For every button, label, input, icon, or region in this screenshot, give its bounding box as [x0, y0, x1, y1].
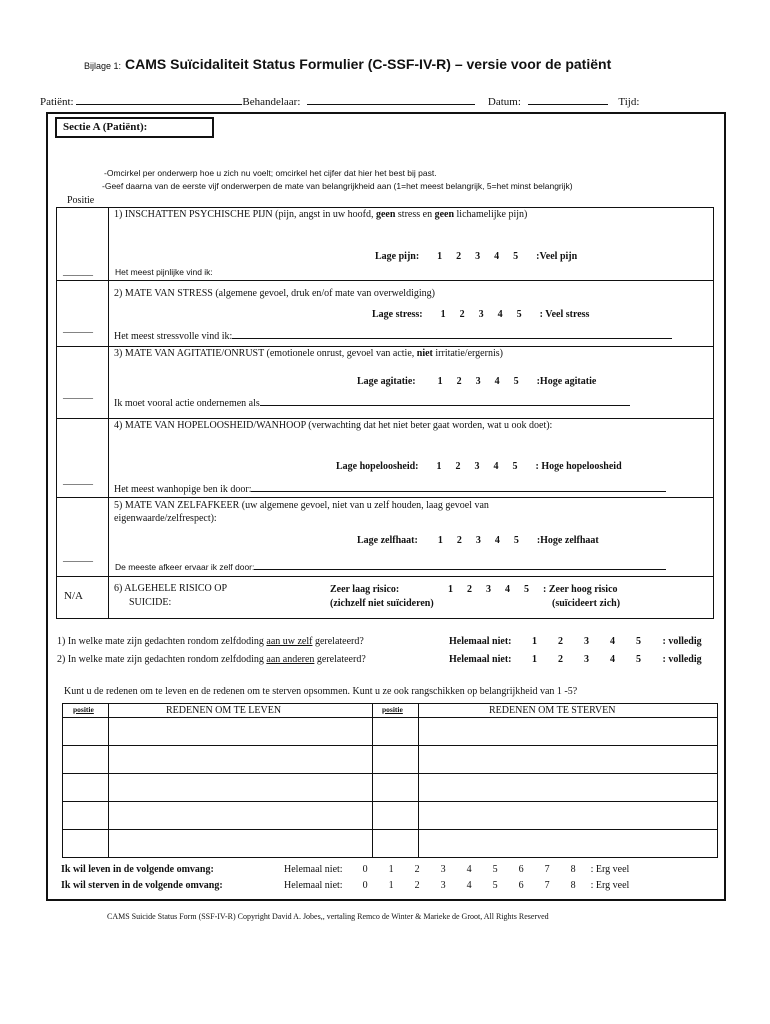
item-6-position: N/A: [64, 590, 83, 602]
instruction-1: -Omcirkel per onderwerp hoe u zich nu voelt; omcirkel het cijfer dat hier het best bij past.: [104, 168, 437, 178]
item-3-rating-1[interactable]: 1: [437, 376, 443, 387]
item-1-rating-3[interactable]: 3: [475, 251, 481, 262]
item-5-scale: Lage zelfhaat: 1 2 3 4 5 :Hoge zelfhaat: [357, 535, 599, 546]
reason-die-row-1[interactable]: [419, 718, 717, 745]
live-rating-3[interactable]: 3: [440, 864, 446, 875]
q2-rating-1[interactable]: 1: [531, 654, 537, 665]
item-3-rating-2[interactable]: 2: [456, 376, 462, 387]
reasons-intro: Kunt u de redenen om te leven en de redenen om te sterven opsommen. Kunt u ze ook rangschikken op belangrijkheid van 1 -5?: [64, 686, 578, 697]
q2-rating-2[interactable]: 2: [557, 654, 563, 665]
die-rating-4[interactable]: 4: [466, 880, 472, 891]
q1-rating-2[interactable]: 2: [557, 636, 563, 647]
item-2-rating-4[interactable]: 4: [497, 309, 503, 320]
q2-rating-3[interactable]: 3: [583, 654, 589, 665]
item-4-rating-5[interactable]: 5: [512, 461, 518, 472]
item-4-prompt: Het meest wanhopige ben ik door:: [114, 482, 666, 495]
item-6-rating-4[interactable]: 4: [505, 584, 510, 595]
item-5-rating-4[interactable]: 4: [494, 535, 500, 546]
q2-rating-5[interactable]: 5: [635, 654, 641, 665]
instruction-2: -Geef daarna van de eerste vijf onderwerpen de mate van belangrijkheid aan (1=het meest belangrijk, 5=het minst belangrijk): [102, 181, 573, 191]
item-6-title-line-1: 6) ALGEHELE RISICO OP: [114, 583, 228, 594]
item-4-position[interactable]: ———: [63, 479, 93, 490]
question-1: 1) In welke mate zijn gedachten rondom zelfdoding aan uw zelf gerelateerd?: [57, 636, 364, 647]
tijd-label: Tijd:: [618, 96, 640, 108]
item-2-answer-line[interactable]: [232, 329, 672, 339]
item-5-answer-line[interactable]: [254, 561, 666, 570]
behandelaar-field[interactable]: [307, 94, 475, 105]
item-6-title-line-2: SUICIDE:: [129, 597, 172, 608]
item-5-position[interactable]: ———: [63, 556, 93, 567]
q1-rating-3[interactable]: 3: [583, 636, 589, 647]
item-5-rating-2[interactable]: 2: [456, 535, 462, 546]
q2-rating-4[interactable]: 4: [609, 654, 615, 665]
item-5-rating-1[interactable]: 1: [437, 535, 443, 546]
live-rating-6[interactable]: 6: [518, 864, 524, 875]
item-2-rating-5[interactable]: 5: [516, 309, 522, 320]
live-rating-5[interactable]: 5: [492, 864, 498, 875]
reason-die-row-4[interactable]: [419, 802, 717, 829]
reason-die-row-2[interactable]: [419, 746, 717, 773]
die-rating-6[interactable]: 6: [518, 880, 524, 891]
section-a-title: Sectie A (Patiënt):: [63, 121, 148, 133]
item-3-title: 3) MATE VAN AGITATIE/ONRUST (emotionele onrust, gevoel van actie, niet irritatie/ergernis): [114, 348, 503, 359]
item-3-prompt: Ik moet vooral actie ondernemen als: [114, 396, 630, 409]
patient-field[interactable]: [76, 94, 242, 105]
item-3-rating-5[interactable]: 5: [513, 376, 519, 387]
reason-live-row-3[interactable]: [109, 774, 372, 801]
wish-live-label: Ik wil leven in de volgende omvang:: [61, 864, 214, 875]
die-rating-3[interactable]: 3: [440, 880, 446, 891]
item-4-answer-line[interactable]: [251, 482, 666, 492]
items-divider-vertical: [108, 207, 109, 619]
item-5-title-line-1: 5) MATE VAN ZELFAFKEER (uw algemene gevoel, niet van u zelf houden, laag gevoel van: [114, 500, 489, 511]
item-1-prompt: Het meest pijnlijke vind ik:: [115, 267, 213, 277]
behandelaar-label: Behandelaar:: [242, 96, 301, 108]
form-title: [84, 56, 611, 74]
live-rating-4[interactable]: 4: [466, 864, 472, 875]
item-6-rating-1[interactable]: 1: [448, 584, 453, 595]
item-6-rating-5[interactable]: 5: [524, 584, 529, 595]
item-2-rating-1[interactable]: 1: [440, 309, 446, 320]
reasons-live-position-header: positie: [73, 705, 94, 714]
item-1-title: 1) INSCHATTEN PSYCHISCHE PIJN (pijn, angst in uw hoofd, geen stress en geen lichamelijke pijn): [114, 209, 528, 220]
item-3-answer-line[interactable]: [260, 396, 630, 406]
item-3-scale: Lage agitatie: 1 2 3 4 5 :Hoge agitatie: [357, 376, 597, 387]
patient-header-row: [40, 94, 639, 108]
item-6-low-label: Zeer laag risico:: [330, 584, 400, 595]
item-4-rating-1[interactable]: 1: [436, 461, 442, 472]
q1-rating-5[interactable]: 5: [635, 636, 641, 647]
item-4-scale: Lage hopeloosheid: 1 2 3 4 5 : Hoge hopeloosheid: [336, 461, 622, 472]
live-rating-8[interactable]: 8: [570, 864, 576, 875]
item-6-low-sub: (zichzelf niet suïcideren): [330, 598, 434, 609]
item-1-rating-2[interactable]: 2: [456, 251, 462, 262]
reason-live-row-2[interactable]: [109, 746, 372, 773]
datum-field[interactable]: [528, 94, 608, 105]
item-1-rating-1[interactable]: 1: [437, 251, 443, 262]
footer-copyright: CAMS Suicide Status Form (SSF-IV-R) Copyright David A. Jobes,, vertaling Remco de Winter & Marieke de Groot, All Rights Reserved: [107, 912, 549, 921]
live-rating-7[interactable]: 7: [544, 864, 550, 875]
die-rating-7[interactable]: 7: [544, 880, 550, 891]
item-2-rating-3[interactable]: 3: [478, 309, 484, 320]
patient-label: Patiënt:: [40, 96, 74, 108]
reason-live-row-1[interactable]: [109, 718, 372, 745]
reasons-die-header: REDENEN OM TE STERVEN: [489, 705, 616, 716]
item-2-title: 2) MATE VAN STRESS (algemene gevoel, druk en/of mate van overweldiging): [114, 288, 435, 299]
live-rating-0[interactable]: 0: [362, 864, 368, 875]
item-5-rating-3[interactable]: 3: [475, 535, 481, 546]
die-rating-2[interactable]: 2: [414, 880, 420, 891]
reason-die-row-5[interactable]: [419, 830, 717, 857]
item-5-title-line-2: eigenwaarde/zelfrespect):: [114, 513, 217, 524]
q1-rating-4[interactable]: 4: [609, 636, 615, 647]
item-2-scale: Lage stress: 1 2 3 4 5 : Veel stress: [372, 309, 590, 320]
item-2-position[interactable]: ———: [63, 327, 93, 338]
die-rating-1[interactable]: 1: [388, 880, 394, 891]
item-3-rating-4[interactable]: 4: [494, 376, 500, 387]
reasons-live-header: REDENEN OM TE LEVEN: [166, 705, 282, 716]
position-label: Positie: [67, 195, 95, 206]
live-rating-1[interactable]: 1: [388, 864, 394, 875]
wish-live-scale: Helemaal niet: 0 1 2 3 4 5 6 7 8 : Erg veel: [284, 864, 630, 875]
die-rating-8[interactable]: 8: [570, 880, 576, 891]
item-2-prompt: Het meest stressvolle vind ik:: [114, 329, 672, 342]
reason-live-row-4[interactable]: [109, 802, 372, 829]
item-4-rating-4[interactable]: 4: [493, 461, 499, 472]
question-2: 2) In welke mate zijn gedachten rondom zelfdoding aan anderen gerelateerd?: [57, 654, 366, 665]
item-6-rating-3[interactable]: 3: [486, 584, 491, 595]
datum-label: Datum:: [487, 96, 521, 108]
item-6-scale: [441, 584, 536, 595]
item-2-rating-2[interactable]: 2: [459, 309, 465, 320]
item-3-position[interactable]: ———: [63, 393, 93, 404]
question-1-scale: Helemaal niet: 1 2 3 4 5 : volledig: [449, 636, 702, 647]
q1-rating-1[interactable]: 1: [531, 636, 537, 647]
appendix-label: Bijlage 1:: [84, 61, 122, 71]
reason-live-row-5[interactable]: [109, 830, 372, 857]
item-5-prompt: De meeste afkeer ervaar ik zelf door:: [115, 561, 666, 572]
item-6-high-label: : Zeer hoog risico: [543, 584, 618, 595]
die-rating-5[interactable]: 5: [492, 880, 498, 891]
item-4-title: 4) MATE VAN HOPELOOSHEID/WANHOOP (verwachting dat het niet beter gaat worden, wat u ook doet):: [114, 420, 553, 431]
reason-die-row-3[interactable]: [419, 774, 717, 801]
live-rating-2[interactable]: 2: [414, 864, 420, 875]
item-1-position[interactable]: ______: [63, 266, 93, 277]
item-6-rating-2[interactable]: 2: [467, 584, 472, 595]
item-1-scale: Lage pijn: 1 2 3 4 5 :Veel pijn: [375, 251, 578, 262]
wish-die-scale: Helemaal niet: 0 1 2 3 4 5 6 7 8 : Erg veel: [284, 880, 630, 891]
item-1-rating-4[interactable]: 4: [494, 251, 500, 262]
die-rating-0[interactable]: 0: [362, 880, 368, 891]
wish-die-label: Ik wil sterven in de volgende omvang:: [61, 880, 223, 891]
item-1-rating-5[interactable]: 5: [513, 251, 519, 262]
item-6-high-sub: (suïcideert zich): [552, 598, 621, 609]
item-4-rating-2[interactable]: 2: [455, 461, 461, 472]
item-4-rating-3[interactable]: 3: [474, 461, 480, 472]
reasons-die-position-header: positie: [382, 705, 403, 714]
title-text: CAMS Suïcidaliteit Status Formulier (C-SSF-IV-R) – versie voor de patiënt: [125, 56, 612, 72]
item-3-rating-3[interactable]: 3: [475, 376, 481, 387]
question-2-scale: Helemaal niet: 1 2 3 4 5 : volledig: [449, 654, 702, 665]
item-5-rating-5[interactable]: 5: [513, 535, 519, 546]
